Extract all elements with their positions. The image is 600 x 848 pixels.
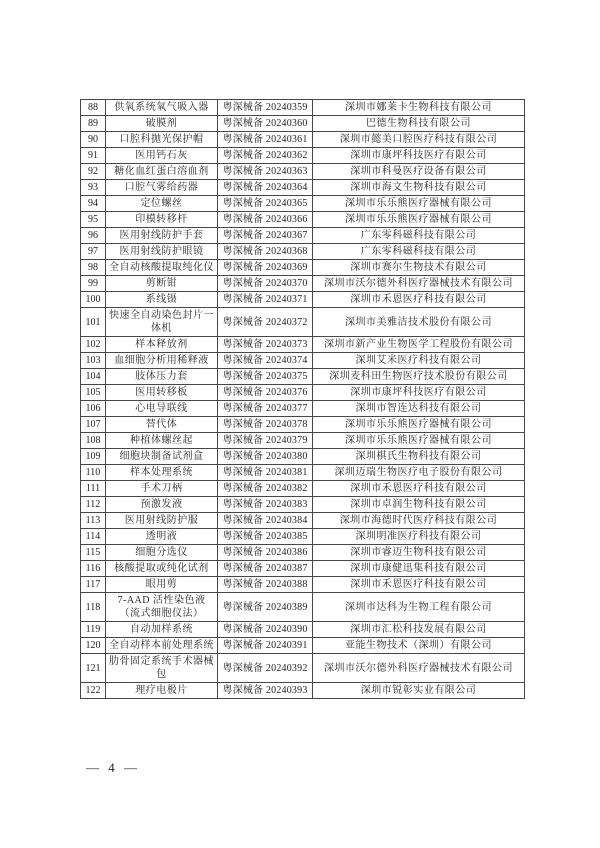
table-row [81, 244, 525, 260]
table-row [81, 683, 525, 699]
device-name-cell: 口腔科抛光保护帽 [106, 132, 218, 148]
registration-number-cell: 粤深械备 20240366 [218, 212, 313, 228]
registration-number-cell: 粤深械备 20240392 [218, 654, 313, 683]
device-name-cell: 细胞块制备试剂盒 [106, 449, 218, 465]
device-filing-table [80, 99, 525, 699]
company-name-cell: 深圳市乐乐熊医疗器械有限公司 [313, 417, 525, 433]
company-name-cell: 广东零科磁科技有限公司 [313, 228, 525, 244]
page-number: — 4 — [86, 760, 140, 775]
row-number-cell: 122 [81, 683, 106, 699]
registration-number-cell: 粤深械备 20240367 [218, 228, 313, 244]
registration-number-cell: 粤深械备 20240361 [218, 132, 313, 148]
device-name-cell: 预激发液 [106, 497, 218, 513]
row-number-cell: 88 [81, 100, 106, 116]
company-name-cell: 深圳市赛尔生物技术有限公司 [313, 260, 525, 276]
row-number-cell: 119 [81, 622, 106, 638]
device-name-cell: 样本释放剂 [106, 337, 218, 353]
device-name-cell: 眼用剪 [106, 577, 218, 593]
registration-number-cell: 粤深械备 20240363 [218, 164, 313, 180]
row-number-cell: 102 [81, 337, 106, 353]
registration-number-cell: 粤深械备 20240374 [218, 353, 313, 369]
row-number-cell: 114 [81, 529, 106, 545]
registration-number-cell: 粤深械备 20240386 [218, 545, 313, 561]
registration-number-cell: 粤深械备 20240393 [218, 683, 313, 699]
company-name-cell: 深圳市睿迈生物科技有限公司 [313, 545, 525, 561]
row-number-cell: 115 [81, 545, 106, 561]
row-number-cell: 91 [81, 148, 106, 164]
table-row [81, 148, 525, 164]
table-row [81, 180, 525, 196]
company-name-cell: 深圳麦科田生物医疗技术股份有限公司 [313, 369, 525, 385]
row-number-cell: 120 [81, 638, 106, 654]
device-name-cell: 医用转移板 [106, 385, 218, 401]
row-number-cell: 106 [81, 401, 106, 417]
table-row [81, 622, 525, 638]
table-row [81, 308, 525, 337]
table-row [81, 449, 525, 465]
company-name-cell: 深圳市禾恩医疗科技有限公司 [313, 577, 525, 593]
device-name-cell: 医用射线防护眼镜 [106, 244, 218, 260]
table-row [81, 353, 525, 369]
company-name-cell: 深圳迈瑞生物医疗电子股份有限公司 [313, 465, 525, 481]
company-name-cell: 深圳明准医疗科技有限公司 [313, 529, 525, 545]
registration-number-cell: 粤深械备 20240391 [218, 638, 313, 654]
row-number-cell: 92 [81, 164, 106, 180]
row-number-cell: 101 [81, 308, 106, 337]
table-row [81, 401, 525, 417]
row-number-cell: 93 [81, 180, 106, 196]
table-row [81, 260, 525, 276]
table-row [81, 654, 525, 683]
table-row [81, 276, 525, 292]
company-name-cell: 深圳市乐乐熊医疗器械有限公司 [313, 433, 525, 449]
device-name-cell: 自动加样系统 [106, 622, 218, 638]
company-name-cell: 深圳市康坪科技医疗有限公司 [313, 148, 525, 164]
company-name-cell: 深圳市卓润生物科技有限公司 [313, 497, 525, 513]
device-name-cell: 肢体压力套 [106, 369, 218, 385]
table-row [81, 212, 525, 228]
registration-number-cell: 粤深械备 20240389 [218, 593, 313, 622]
table-row [81, 100, 525, 116]
company-name-cell: 深圳市乐乐熊医疗器械有限公司 [313, 212, 525, 228]
row-number-cell: 110 [81, 465, 106, 481]
registration-number-cell: 粤深械备 20240364 [218, 180, 313, 196]
row-number-cell: 89 [81, 116, 106, 132]
table-row [81, 593, 525, 622]
table-row [81, 369, 525, 385]
row-number-cell: 104 [81, 369, 106, 385]
device-name-cell: 7-AAD 活性染色液（流式细胞仪法） [106, 593, 218, 622]
row-number-cell: 103 [81, 353, 106, 369]
device-name-cell: 破膜剂 [106, 116, 218, 132]
company-name-cell: 深圳市娜莱卡生物科技有限公司 [313, 100, 525, 116]
company-name-cell: 深圳市新产业生物医学工程股份有限公司 [313, 337, 525, 353]
registration-number-cell: 粤深械备 20240376 [218, 385, 313, 401]
registration-number-cell: 粤深械备 20240372 [218, 308, 313, 337]
device-name-cell: 医用钙石灰 [106, 148, 218, 164]
company-name-cell: 深圳市海文生物科技有限公司 [313, 180, 525, 196]
registration-number-cell: 粤深械备 20240371 [218, 292, 313, 308]
row-number-cell: 113 [81, 513, 106, 529]
table-row [81, 545, 525, 561]
device-name-cell: 样本处理系统 [106, 465, 218, 481]
registration-number-cell: 粤深械备 20240375 [218, 369, 313, 385]
device-name-cell: 剪断钳 [106, 276, 218, 292]
row-number-cell: 116 [81, 561, 106, 577]
device-name-cell: 心电导联线 [106, 401, 218, 417]
company-name-cell: 深圳市乐乐熊医疗器械有限公司 [313, 196, 525, 212]
row-number-cell: 94 [81, 196, 106, 212]
company-name-cell: 深圳棋氏生物科技有限公司 [313, 449, 525, 465]
company-name-cell: 深圳市汇松科技发展有限公司 [313, 622, 525, 638]
company-name-cell: 深圳市沃尔德外科医疗器械技术有限公司 [313, 276, 525, 292]
device-name-cell: 医用射线防护手套 [106, 228, 218, 244]
row-number-cell: 95 [81, 212, 106, 228]
company-name-cell: 深圳市禾恩医疗科技有限公司 [313, 481, 525, 497]
registration-number-cell: 粤深械备 20240378 [218, 417, 313, 433]
device-name-cell: 替代体 [106, 417, 218, 433]
company-name-cell: 深圳市懿美口腔医疗科技有限公司 [313, 132, 525, 148]
row-number-cell: 96 [81, 228, 106, 244]
table-row [81, 292, 525, 308]
table-row [81, 465, 525, 481]
registration-number-cell: 粤深械备 20240388 [218, 577, 313, 593]
company-name-cell: 深圳市禾恩医疗科技有限公司 [313, 292, 525, 308]
company-name-cell: 亚能生物技术（深圳）有限公司 [313, 638, 525, 654]
table-row [81, 116, 525, 132]
company-name-cell: 深圳市科曼医疗设备有限公司 [313, 164, 525, 180]
row-number-cell: 98 [81, 260, 106, 276]
device-name-cell: 全自动核酸提取纯化仪 [106, 260, 218, 276]
table-row [81, 577, 525, 593]
company-name-cell: 深圳市沃尔德外科医疗器械技术有限公司 [313, 654, 525, 683]
row-number-cell: 117 [81, 577, 106, 593]
device-name-cell: 种植体螺丝起 [106, 433, 218, 449]
device-name-cell: 核酸提取或纯化试剂 [106, 561, 218, 577]
table-row [81, 481, 525, 497]
company-name-cell: 深圳艾米医疗科技有限公司 [313, 353, 525, 369]
registration-number-cell: 粤深械备 20240359 [218, 100, 313, 116]
device-name-cell: 系线镊 [106, 292, 218, 308]
company-name-cell: 巴德生物科技有限公司 [313, 116, 525, 132]
row-number-cell: 97 [81, 244, 106, 260]
row-number-cell: 111 [81, 481, 106, 497]
registration-number-cell: 粤深械备 20240377 [218, 401, 313, 417]
row-number-cell: 109 [81, 449, 106, 465]
device-table-body [81, 100, 525, 699]
registration-number-cell: 粤深械备 20240385 [218, 529, 313, 545]
device-name-cell: 手术刀柄 [106, 481, 218, 497]
registration-number-cell: 粤深械备 20240368 [218, 244, 313, 260]
registration-number-cell: 粤深械备 20240369 [218, 260, 313, 276]
table-row [81, 337, 525, 353]
table-row [81, 417, 525, 433]
table-row [81, 196, 525, 212]
company-name-cell: 深圳市达科为生物工程有限公司 [313, 593, 525, 622]
registration-number-cell: 粤深械备 20240362 [218, 148, 313, 164]
device-name-cell: 医用射线防护服 [106, 513, 218, 529]
registration-number-cell: 粤深械备 20240380 [218, 449, 313, 465]
device-name-cell: 供氧系统氧气吸入器 [106, 100, 218, 116]
company-name-cell: 深圳市康健迅集科技有限公司 [313, 561, 525, 577]
row-number-cell: 105 [81, 385, 106, 401]
registration-number-cell: 粤深械备 20240379 [218, 433, 313, 449]
device-name-cell: 口腔气雾给药器 [106, 180, 218, 196]
registration-number-cell: 粤深械备 20240383 [218, 497, 313, 513]
device-name-cell: 透明液 [106, 529, 218, 545]
registration-number-cell: 粤深械备 20240360 [218, 116, 313, 132]
table-row [81, 385, 525, 401]
device-name-cell: 全自动样本前处理系统 [106, 638, 218, 654]
row-number-cell: 90 [81, 132, 106, 148]
registration-number-cell: 粤深械备 20240384 [218, 513, 313, 529]
row-number-cell: 112 [81, 497, 106, 513]
table-row [81, 228, 525, 244]
company-name-cell: 深圳市美雅洁技术股份有限公司 [313, 308, 525, 337]
row-number-cell: 100 [81, 292, 106, 308]
registration-number-cell: 粤深械备 20240390 [218, 622, 313, 638]
company-name-cell: 广东零科磁科技有限公司 [313, 244, 525, 260]
row-number-cell: 99 [81, 276, 106, 292]
table-row [81, 529, 525, 545]
table-row [81, 497, 525, 513]
row-number-cell: 108 [81, 433, 106, 449]
company-name-cell: 深圳市海德时代医疗科技有限公司 [313, 513, 525, 529]
company-name-cell: 深圳市康坪科技医疗有限公司 [313, 385, 525, 401]
table-row [81, 164, 525, 180]
registration-number-cell: 粤深械备 20240382 [218, 481, 313, 497]
row-number-cell: 107 [81, 417, 106, 433]
table-row [81, 433, 525, 449]
table-row [81, 132, 525, 148]
registration-number-cell: 粤深械备 20240373 [218, 337, 313, 353]
device-name-cell: 快速全自动染色封片一体机 [106, 308, 218, 337]
registration-number-cell: 粤深械备 20240370 [218, 276, 313, 292]
device-name-cell: 血细胞分析用稀释液 [106, 353, 218, 369]
device-name-cell: 细胞分选仪 [106, 545, 218, 561]
company-name-cell: 深圳市智连达科技有限公司 [313, 401, 525, 417]
registration-number-cell: 粤深械备 20240381 [218, 465, 313, 481]
registration-number-cell: 粤深械备 20240365 [218, 196, 313, 212]
device-name-cell: 定位螺丝 [106, 196, 218, 212]
registration-number-cell: 粤深械备 20240387 [218, 561, 313, 577]
row-number-cell: 121 [81, 654, 106, 683]
table-row [81, 513, 525, 529]
table-row [81, 561, 525, 577]
row-number-cell: 118 [81, 593, 106, 622]
table-row [81, 638, 525, 654]
device-name-cell: 糖化血红蛋白溶血剂 [106, 164, 218, 180]
device-name-cell: 理疗电极片 [106, 683, 218, 699]
device-name-cell: 印模转移杆 [106, 212, 218, 228]
device-name-cell: 肋骨固定系统手术器械包 [106, 654, 218, 683]
company-name-cell: 深圳市锐彰实业有限公司 [313, 683, 525, 699]
